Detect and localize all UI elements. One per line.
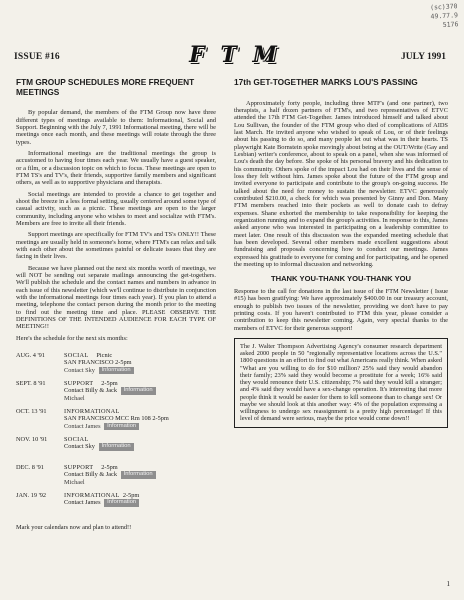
meeting-contact: Contact James <box>64 422 101 430</box>
redacted-info-chip: Information <box>104 499 139 506</box>
handwritten-line: (sc)370 <box>429 2 458 12</box>
survey-boxed-article: The J. Walter Thompson Advertising Agency's consumer research department asked 2000 people in 50 "regionally representative locations across the U.S." 1800 questions in an effort to find out what Americans really think. When asked "What are you willing to do for $10 million? 25% said they would abandon their family; 23% said they would become a prostitute for a week; 16% said they would renounce their U.S. citizenship; 7% said they would kill a stranger; and 4% said they would have a sex-change operation. It's interesting that more people think it would be easier for them to kill someone than to change sex! Or maybe we should look at this another way: 4% of the population expressing a willingness to undergo sex reassignment is a pretty high percentage! If this level of demand were serious, maybe the price would come down!! <box>234 338 448 428</box>
meeting-extra: 2-5pm <box>122 492 140 500</box>
issue-number: ISSUE #16 <box>14 52 60 62</box>
meetings-headline: FTM GROUP SCHEDULES MORE FREQUENT MEETINGS <box>16 77 195 97</box>
redacted-info-chip: Information <box>104 423 139 430</box>
schedule-details <box>64 436 214 451</box>
meeting-place: SAN FRANCISCO 2-5pm <box>64 359 132 367</box>
schedule-details <box>64 492 214 507</box>
schedule-details <box>64 408 214 430</box>
meeting-type: SUPPORT <box>64 380 94 388</box>
redacted-info-chip: Information <box>99 367 134 374</box>
calendar-reminder: Mark your calendars now and plan to attend!! <box>16 524 132 532</box>
schedule-date: OCT. 13 '91 <box>16 408 47 416</box>
issue-date: JULY 1991 <box>401 52 446 62</box>
meeting-type: SOCIAL <box>64 352 89 360</box>
thanks-heading: THANK YOU-THANK YOU-THANK YOU <box>270 273 412 283</box>
schedule-details <box>64 464 214 486</box>
meeting-place: Contact Sky <box>64 443 95 451</box>
schedule-intro: Here's the schedule for the next six months: <box>16 334 128 342</box>
meeting-type: SOCIAL <box>64 436 89 444</box>
handwritten-catalog-note <box>387 2 458 33</box>
meeting-contact: Contact Sky <box>64 366 95 374</box>
schedule-row <box>16 350 216 378</box>
meeting-extra: 2-5pm <box>101 464 118 472</box>
schedule-details <box>64 380 214 402</box>
meeting-type: SUPPORT <box>64 464 94 472</box>
meeting-extra: Picnic <box>96 352 113 360</box>
article-paragraph: Support meetings are specifically for FTM TV's and TS's ONLY!! These meetings are usually held in someone's home, where FTM's can relax and talk with each other about the sometimes painful or delicate issues that they are facing in their lives. <box>16 231 216 261</box>
schedule-date: NOV. 10 '91 <box>16 436 48 444</box>
handwritten-line: 5176 <box>442 20 459 29</box>
schedule-row <box>16 406 216 434</box>
meeting-place: Contact Billy & Jack <box>64 471 117 479</box>
schedule-row <box>16 490 216 518</box>
right-column <box>234 78 448 428</box>
article-paragraph: By popular demand, the members of the FTM Group now have three different types of meetings available to them: Informational, Social and Support. Beginning with the July 7, 1991 Informational meeting, there will be meetings once each month, and these meetings will rotate through the three types. <box>16 109 216 146</box>
schedule-date: SEPT. 8 '91 <box>16 380 46 388</box>
redacted-info-chip: Information <box>121 471 156 478</box>
meeting-contact: Michael <box>64 394 85 402</box>
article-paragraph: Informational meetings are the traditional meetings the group is accustomed to having four times each year. We usually have a guest speaker, or a film, or a discussion topic on which to focus. These meetings are open to FTM TS's and TV's, their friends, supportive family members and significant others, as well as to supportive physicians and therapists. <box>16 149 216 187</box>
left-column <box>16 78 216 536</box>
meeting-place: SAN FRANCISCO MCC Rm 108 2-5pm <box>64 415 169 423</box>
meeting-schedule <box>16 350 216 518</box>
schedule-row <box>16 378 216 406</box>
masthead <box>14 42 452 68</box>
meeting-extra: 2-5pm <box>101 380 118 388</box>
article-paragraph: Because we have planned out the next six months worth of meetings, we will NOT be sending out separate mailings announcing the get-togethers. We'll publish the schedule and the contact names and numbers in advance in each issue of this newsletter (which we'll continue to distribute in conjunction with the informational meetings four times each year). If you plan to attend a meeting, telephone the contact person during the month prior to the meeting to find out the meeting time and place. PLEASE OBSERVE THE DEFINITIONS OF THE INTENDED AUDIENCE FOR EACH TYPE OF MEETING!! <box>16 264 216 331</box>
schedule-date: JAN. 19 '92 <box>16 492 46 500</box>
meeting-type: INFORMATIONAL <box>64 408 120 416</box>
meeting-place: Contact James <box>64 499 101 507</box>
meeting-type: INFORMATIONAL <box>64 492 120 500</box>
schedule-row <box>16 462 216 490</box>
get-together-headline: 17th GET-TOGETHER MARKS LOU'S PASSING <box>234 77 418 87</box>
meeting-contact: Michael <box>64 478 85 486</box>
thanks-paragraph: Response to the call for donations in the last issue of the FTM Newsletter ( Issue #15) has been gratifying: We have approximately $400.00 in our treasury account, enough to publish two issues of the newsletter, providing we don't have to pay printing costs. If you haven't contributed to FTM this year, please consider a contribution to keep this newsletter coming. Again, very special thanks to the members of ETVC for their generous support! <box>234 287 448 332</box>
schedule-details <box>64 352 214 374</box>
schedule-date: DEC. 8 '91 <box>16 464 44 472</box>
page-number: 1 <box>446 580 450 588</box>
schedule-date: AUG. 4 '91 <box>16 352 45 360</box>
schedule-row <box>16 434 216 462</box>
redacted-info-chip: Information <box>121 387 156 394</box>
article-paragraph: Social meetings are intended to provide a chance to get together and shoot the breeze in a less formal setting, usually centered around some type of casual activity, such as a picnic. These meetings are open to the larger community, including anyone who wishes to meet and socialize with FTM's. Members are free to invite all their friends. <box>16 190 216 227</box>
handwritten-line: 49.77.9 <box>430 11 459 21</box>
redacted-info-chip: Information <box>99 443 134 450</box>
ftm-logo: F T M <box>189 42 281 68</box>
meeting-place: Contact Billy & Jack <box>64 387 117 395</box>
article-paragraph: Approximately forty people, including three MTF's (and one partner), two therapists, a half dozen partners of FTM's, and two representatives of ETVC attended the 17th FTM Get-Together. James introduced himself and talked about Lou Sullivan, the founder of the FTM group who died of complications of AIDS last March. He invited anyone who wished to speak of Lou, or of their feelings about his passing to do so, and many people let out what was in their hearts. TS playwright Kate Bornstein spoke movingly about being at the OUT/Write (Gay and Lesbian) writer's conference, about to speak on a panel, when she was informed of Lou's death the day before. She spoke of his personal bravery and his dedication to his community. Others spoke of the impact Lou had on their lives and the sense of loss they felt without him. James spoke about the future of the FTM group and invited everyone to participate and contribute to the group's on-going success. He talked about the need for money to sustain the newsletter. ETVC generously contributed $210.00, a check for which was presented by Ginny and Don. Many FTM members reached into their pockets as well to donate cash to defray expenses. Shane exhorted the membership to take responsibility for keeping the organization running and to expand the group's activities. In response to this, James asked anyone who was interested in participating on a leadership committee to meet later. One result of this discussion was the expanded meeting schedule that has been developed. Several other members made excellent suggestions about fundraising and proposals concerning how to conduct our meetings. James expressed his gratitude to everyone for coming and for participating, and he opened the meeting up to informal discussion and networking. <box>234 99 448 269</box>
